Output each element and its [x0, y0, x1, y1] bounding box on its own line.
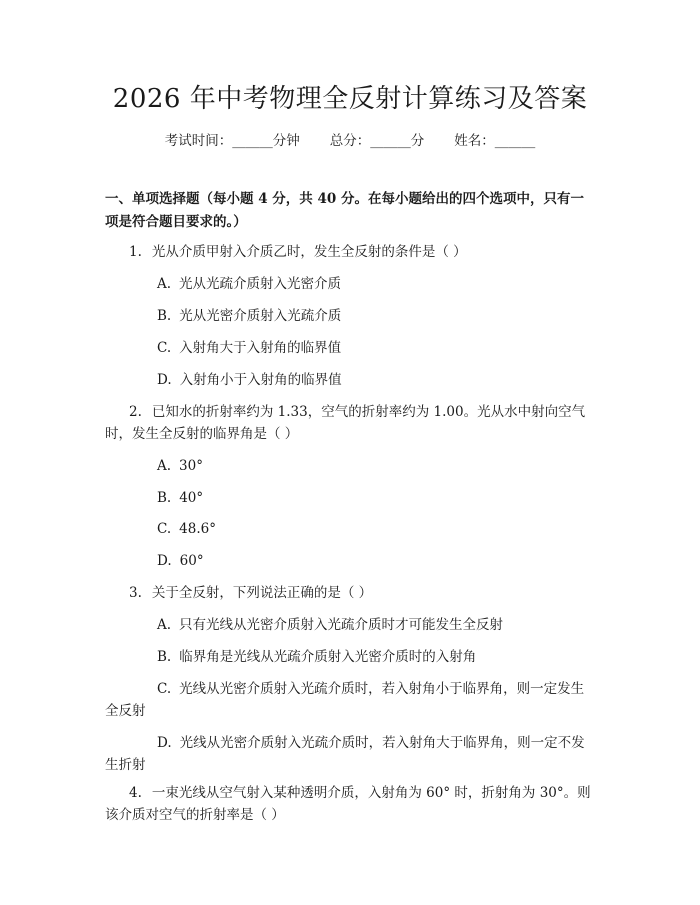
option-key: A. — [157, 276, 172, 292]
option-text: 30° — [179, 458, 203, 474]
option-key: B. — [157, 490, 172, 506]
question-3-option-c — [105, 678, 595, 722]
option-text: 只有光线从光密介质射入光疏介质时才可能发生全反射 — [179, 617, 504, 633]
question-stem: 光从介质甲射入介质乙时，发生全反射的条件是（ ） — [151, 244, 467, 260]
question-1-option-b — [105, 305, 595, 327]
question-1-option-a — [105, 273, 595, 295]
option-key: C. — [157, 340, 172, 356]
section-heading: 一、单项选择题（每小题 4 分，共 40 分。在每小题给出的四个选项中，只有一项是符合题目要求的。） — [105, 191, 584, 230]
option-text: 40° — [179, 490, 204, 506]
option-text: 48.6° — [179, 521, 216, 537]
question-stem: 已知水的折射率约为 1.33，空气的折射率约为 1.00。光从水中射向空气时，发生全反射的临界角是（ ） — [105, 404, 586, 442]
question-1-option-c — [105, 337, 595, 359]
question-3-option-a — [105, 614, 595, 636]
exam-time-field: 考试时间：______分钟 — [164, 133, 300, 149]
question-2-option-c — [105, 518, 595, 540]
question-2-option-b — [105, 487, 595, 509]
question-number: 1. — [129, 244, 142, 260]
question-stem: 关于全反射，下列说法正确的是（ ） — [151, 585, 373, 601]
option-key: B. — [157, 308, 172, 324]
exam-info-line — [0, 131, 700, 151]
question-stem: 一束光线从空气射入某种透明介质，入射角为 60° 时，折射角为 30°。则该介质对空气的折射率是（ ） — [105, 785, 591, 823]
page-title: 2026 年中考物理全反射计算练习及答案 — [112, 84, 588, 114]
question-3-option-b — [105, 646, 595, 668]
option-key: A. — [157, 617, 172, 633]
option-text: 光从光密介质射入光疏介质 — [179, 308, 342, 324]
question-number: 2. — [129, 404, 142, 420]
question-4 — [105, 782, 595, 826]
question-2-option-a — [105, 455, 595, 477]
option-key: D. — [157, 372, 172, 388]
option-key: C. — [157, 681, 172, 697]
question-3 — [105, 582, 595, 604]
option-key: B. — [157, 649, 172, 665]
option-text: 入射角大于入射角的临界值 — [179, 340, 342, 356]
option-key: D. — [157, 735, 172, 751]
option-text: 入射角小于入射角的临界值 — [179, 372, 342, 388]
question-1 — [105, 241, 595, 263]
option-key: A. — [157, 458, 172, 474]
question-3-option-d — [105, 732, 595, 776]
option-key: C. — [157, 521, 172, 537]
total-score-field: 总分：______分 — [329, 133, 425, 149]
option-text: 临界角是光线从光疏介质射入光密介质时的入射角 — [179, 649, 477, 665]
option-text: 光线从光密介质射入光疏介质时，若入射角小于临界角，则一定发生全反射 — [105, 681, 585, 719]
option-text: 光线从光密介质射入光疏介质时，若入射角大于临界角，则一定不发生折射 — [105, 735, 585, 773]
option-text: 光从光疏介质射入光密介质 — [179, 276, 342, 292]
question-2 — [105, 401, 595, 445]
question-2-option-d — [105, 550, 595, 572]
question-1-option-d — [105, 369, 595, 391]
student-name-field: 姓名：______ — [454, 133, 536, 149]
option-text: 60° — [179, 553, 204, 569]
question-number: 3. — [129, 585, 142, 601]
option-key: D. — [157, 553, 172, 569]
question-number: 4. — [129, 785, 142, 801]
